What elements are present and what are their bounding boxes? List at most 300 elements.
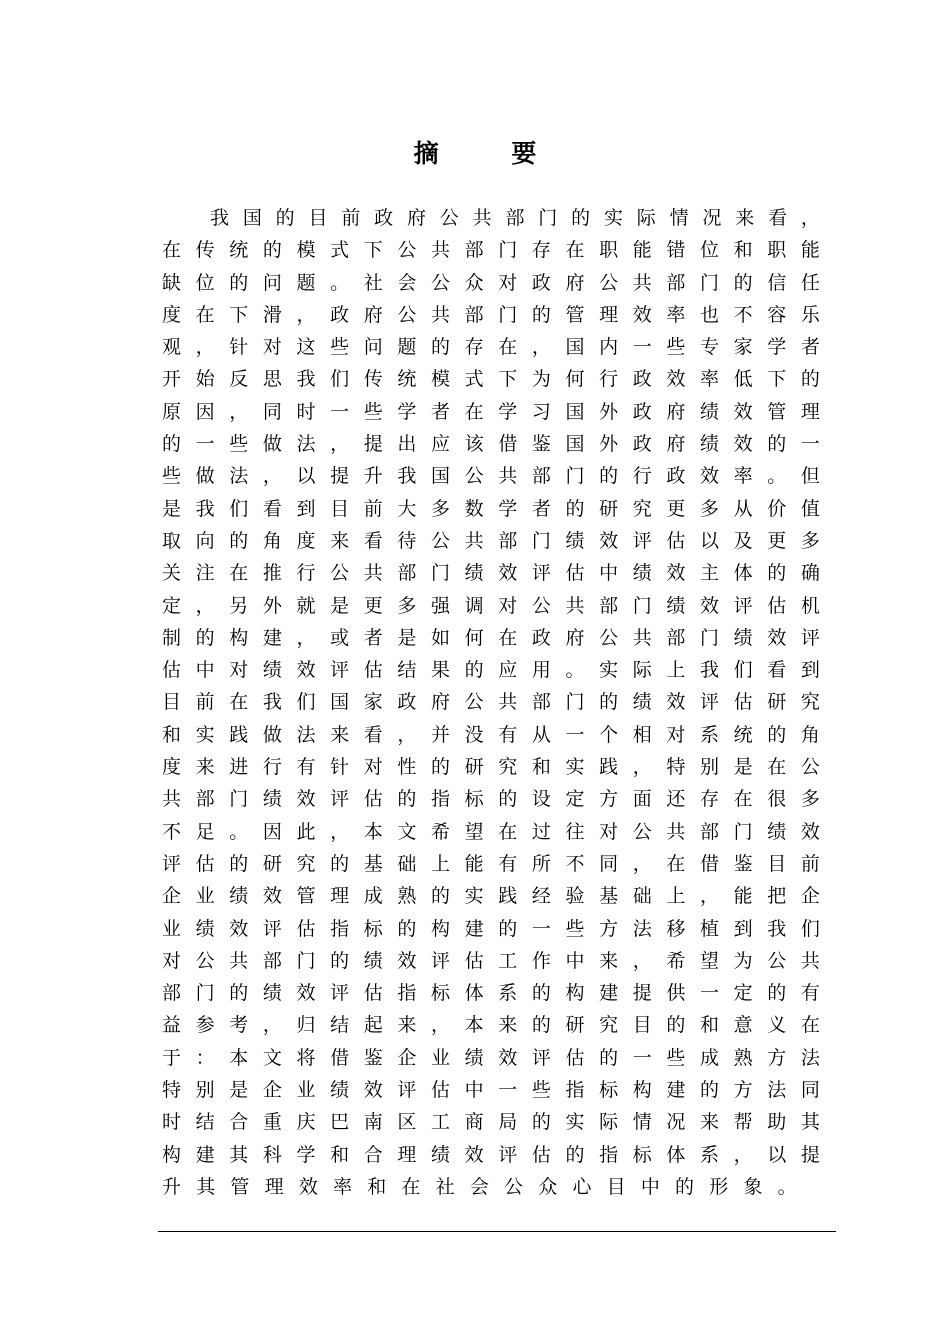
body-char: 者 bbox=[363, 626, 383, 649]
body-char: 来 bbox=[397, 1014, 417, 1037]
body-char: 效 bbox=[229, 917, 249, 940]
body-char: 多 bbox=[397, 594, 417, 617]
body-char: 部 bbox=[195, 788, 215, 811]
body-char: 时 bbox=[296, 400, 316, 423]
body-char: 取 bbox=[162, 529, 182, 552]
body-char: 在 bbox=[195, 303, 215, 326]
body-char: 研 bbox=[262, 852, 282, 875]
body-char: 学 bbox=[767, 336, 787, 359]
body-char: 这 bbox=[296, 336, 316, 359]
body-char: 有 bbox=[498, 723, 518, 746]
body-char: 合 bbox=[229, 1111, 249, 1134]
body-char: 另 bbox=[229, 594, 249, 617]
body-char: 效 bbox=[700, 594, 720, 617]
body-char: 统 bbox=[229, 239, 249, 262]
body-char: 别 bbox=[195, 1079, 215, 1102]
body-char: 来 bbox=[599, 949, 619, 972]
body-char: 实 bbox=[464, 885, 484, 908]
body-char: 我 bbox=[210, 207, 230, 229]
body-char: 结 bbox=[330, 1014, 350, 1037]
body-char: 学 bbox=[296, 1143, 316, 1166]
body-char: 方 bbox=[599, 788, 619, 811]
body-char: 来 bbox=[498, 1014, 518, 1037]
body-char: 评 bbox=[531, 1046, 551, 1069]
body-char: 实 bbox=[565, 1111, 585, 1134]
body-char: 管 bbox=[565, 303, 585, 326]
body-char: 调 bbox=[464, 594, 484, 617]
body-char: 构 bbox=[565, 982, 585, 1005]
body-char: 们 bbox=[733, 659, 753, 682]
body-char: 南 bbox=[363, 1111, 383, 1134]
body-char: 成 bbox=[363, 885, 383, 908]
body-char: 公 bbox=[330, 562, 350, 585]
body-char: 部 bbox=[464, 239, 484, 262]
body-char: 标 bbox=[632, 1143, 652, 1166]
body-char: 进 bbox=[229, 756, 249, 779]
body-char: 的 bbox=[330, 852, 350, 875]
body-char: 的 bbox=[330, 949, 350, 972]
body-char: 以 bbox=[296, 465, 316, 488]
body-text-line bbox=[162, 460, 820, 492]
body-char: 的 bbox=[800, 368, 820, 391]
body-char: 的 bbox=[498, 788, 518, 811]
body-char: 出 bbox=[397, 433, 417, 456]
body-char: 效 bbox=[363, 1079, 383, 1102]
body-char: 科 bbox=[262, 1143, 282, 1166]
body-char: 此 bbox=[296, 820, 316, 843]
body-char: 率 bbox=[733, 465, 753, 488]
body-char: 多 bbox=[800, 529, 820, 552]
body-char: 下 bbox=[498, 368, 518, 391]
body-char: 绩 bbox=[363, 949, 383, 972]
body-char: 原 bbox=[162, 400, 182, 423]
body-char: 在 bbox=[498, 820, 518, 843]
body-char: 绩 bbox=[195, 917, 215, 940]
body-char: 多 bbox=[431, 497, 451, 520]
body-char: 专 bbox=[700, 336, 720, 359]
body-char: 下 bbox=[363, 239, 383, 262]
body-char: 对 bbox=[599, 820, 619, 843]
body-char: 存 bbox=[531, 239, 551, 262]
body-char: 意 bbox=[733, 1014, 753, 1037]
body-char: 于 bbox=[162, 1046, 182, 1069]
body-char: 任 bbox=[800, 271, 820, 294]
body-char: 结 bbox=[397, 659, 417, 682]
body-char: 注 bbox=[195, 562, 215, 585]
body-char: 位 bbox=[195, 271, 215, 294]
body-char: 其 bbox=[196, 1175, 216, 1198]
body-char: 我 bbox=[262, 691, 282, 714]
body-char: 主 bbox=[700, 562, 720, 585]
body-char: ， bbox=[632, 852, 652, 875]
body-char: 绩 bbox=[464, 562, 484, 585]
body-char: 共 bbox=[363, 562, 383, 585]
body-char: 政 bbox=[632, 400, 652, 423]
body-char: 的 bbox=[229, 529, 249, 552]
body-char: 其 bbox=[800, 1111, 820, 1134]
body-char: 些 bbox=[666, 336, 686, 359]
body-char: 成 bbox=[700, 1046, 720, 1069]
body-char: 内 bbox=[599, 336, 619, 359]
body-char: 一 bbox=[565, 723, 585, 746]
body-char: 是 bbox=[229, 1079, 249, 1102]
body-char: 也 bbox=[700, 303, 720, 326]
body-char: 值 bbox=[800, 497, 820, 520]
body-text-line bbox=[162, 234, 820, 266]
body-char: 共 bbox=[565, 594, 585, 617]
body-char: 。 bbox=[767, 465, 787, 488]
body-char: 反 bbox=[229, 368, 249, 391]
body-char: 大 bbox=[397, 497, 417, 520]
body-char: 理 bbox=[599, 303, 619, 326]
body-char: 度 bbox=[162, 756, 182, 779]
body-char: 不 bbox=[733, 303, 753, 326]
body-char: 效 bbox=[298, 1175, 318, 1198]
body-char: 效 bbox=[296, 659, 316, 682]
body-char: 些 bbox=[229, 433, 249, 456]
body-char: 估 bbox=[565, 1046, 585, 1069]
body-char: 国 bbox=[565, 336, 585, 359]
body-char: 绩 bbox=[632, 691, 652, 714]
body-text-line bbox=[162, 816, 820, 848]
body-char: 效 bbox=[666, 368, 686, 391]
body-char: 。 bbox=[330, 271, 350, 294]
body-char: ， bbox=[397, 723, 417, 746]
body-char: 往 bbox=[565, 820, 585, 843]
body-text-line bbox=[162, 1009, 820, 1041]
body-char: 门 bbox=[229, 788, 249, 811]
body-char: 构 bbox=[162, 1143, 182, 1166]
body-char: 效 bbox=[666, 562, 686, 585]
body-char: 做 bbox=[262, 433, 282, 456]
body-char: 估 bbox=[296, 917, 316, 940]
body-char: 本 bbox=[464, 1014, 484, 1037]
body-char: 效 bbox=[733, 400, 753, 423]
body-char: 门 bbox=[195, 982, 215, 1005]
body-char: 会 bbox=[397, 271, 417, 294]
body-char: 的 bbox=[571, 207, 591, 229]
body-char: 目 bbox=[632, 1014, 652, 1037]
body-char: 定 bbox=[565, 788, 585, 811]
body-char: 国 bbox=[565, 433, 585, 456]
body-char: 观 bbox=[162, 336, 182, 359]
body-char: 一 bbox=[632, 1046, 652, 1069]
body-char: 部 bbox=[397, 562, 417, 585]
body-char: 建 bbox=[464, 917, 484, 940]
body-char: 多 bbox=[700, 497, 720, 520]
body-char: 政 bbox=[374, 207, 394, 229]
body-char: 绩 bbox=[229, 885, 249, 908]
body-char: 不 bbox=[162, 820, 182, 843]
body-char: 外 bbox=[599, 433, 619, 456]
body-char: 们 bbox=[229, 497, 249, 520]
body-char: 构 bbox=[632, 1079, 652, 1102]
body-char: 者 bbox=[531, 497, 551, 520]
body-char: 在 bbox=[401, 1175, 421, 1198]
body-char: 际 bbox=[599, 1111, 619, 1134]
body-char: 指 bbox=[565, 1079, 585, 1102]
body-char: 的 bbox=[700, 1079, 720, 1102]
body-char: 区 bbox=[397, 1111, 417, 1134]
body-char: 在 bbox=[229, 562, 249, 585]
body-char: 职 bbox=[767, 239, 787, 262]
body-char: 门 bbox=[733, 820, 753, 843]
body-char: 下 bbox=[229, 303, 249, 326]
body-char: 评 bbox=[262, 917, 282, 940]
body-char: 公 bbox=[504, 1175, 524, 1198]
body-char: 部 bbox=[498, 529, 518, 552]
body-char: 是 bbox=[397, 626, 417, 649]
body-char: 评 bbox=[162, 852, 182, 875]
body-char: 义 bbox=[767, 1014, 787, 1037]
body-char: 个 bbox=[599, 723, 619, 746]
body-char: 到 bbox=[296, 497, 316, 520]
body-char: 希 bbox=[431, 820, 451, 843]
body-char: 会 bbox=[469, 1175, 489, 1198]
body-char: 行 bbox=[599, 368, 619, 391]
body-text-line bbox=[162, 493, 820, 525]
body-char: 没 bbox=[464, 723, 484, 746]
body-char: 部 bbox=[666, 626, 686, 649]
body-char: ， bbox=[296, 303, 316, 326]
body-char: 公 bbox=[397, 239, 417, 262]
body-char: 家 bbox=[733, 336, 753, 359]
body-text-line bbox=[162, 719, 820, 751]
body-char: 我 bbox=[767, 917, 787, 940]
body-char: 一 bbox=[632, 336, 652, 359]
body-text-line bbox=[162, 654, 820, 686]
body-char: 的 bbox=[531, 1111, 551, 1134]
body-char: 府 bbox=[406, 207, 426, 229]
body-char: 同 bbox=[599, 852, 619, 875]
body-char: 一 bbox=[700, 982, 720, 1005]
body-char: 部 bbox=[666, 271, 686, 294]
body-char: 共 bbox=[800, 949, 820, 972]
body-char: 的 bbox=[397, 917, 417, 940]
body-char: 中 bbox=[464, 1079, 484, 1102]
body-char: 局 bbox=[498, 1111, 518, 1134]
body-char: 的 bbox=[162, 433, 182, 456]
body-char: 和 bbox=[162, 723, 182, 746]
body-char: ， bbox=[330, 820, 350, 843]
body-char: 的 bbox=[767, 433, 787, 456]
body-char: 门 bbox=[565, 691, 585, 714]
body-char: 评 bbox=[700, 691, 720, 714]
body-char: 因 bbox=[262, 820, 282, 843]
body-char: 公 bbox=[397, 303, 417, 326]
body-char: 的 bbox=[599, 465, 619, 488]
body-char: 们 bbox=[800, 917, 820, 940]
body-char: 提 bbox=[632, 982, 652, 1005]
body-char: 及 bbox=[733, 529, 753, 552]
body-char: 参 bbox=[195, 1014, 215, 1037]
body-char: 公 bbox=[599, 271, 619, 294]
body-char: 评 bbox=[800, 626, 820, 649]
body-char: 有 bbox=[498, 852, 518, 875]
body-char: 理 bbox=[330, 885, 350, 908]
body-char: 并 bbox=[431, 723, 451, 746]
body-char: 标 bbox=[431, 982, 451, 1005]
body-char: 对 bbox=[498, 271, 518, 294]
body-char: 工 bbox=[431, 1111, 451, 1134]
body-char: 始 bbox=[195, 368, 215, 391]
body-char: 管 bbox=[296, 885, 316, 908]
body-char: 助 bbox=[767, 1111, 787, 1134]
body-char: 作 bbox=[531, 949, 551, 972]
body-char: 公 bbox=[431, 271, 451, 294]
body-text-line bbox=[162, 590, 820, 622]
body-char: 情 bbox=[632, 1111, 652, 1134]
body-char: 统 bbox=[397, 368, 417, 391]
body-char: 巴 bbox=[330, 1111, 350, 1134]
body-char: 式 bbox=[464, 368, 484, 391]
body-char: 践 bbox=[229, 723, 249, 746]
body-char: ， bbox=[632, 949, 652, 972]
body-char: 企 bbox=[800, 885, 820, 908]
body-char: 究 bbox=[296, 852, 316, 875]
body-char: 文 bbox=[397, 820, 417, 843]
body-char: 共 bbox=[632, 626, 652, 649]
body-char: 经 bbox=[531, 885, 551, 908]
body-char: 。 bbox=[565, 659, 585, 682]
body-text-line bbox=[162, 686, 820, 718]
body-char: 在 bbox=[800, 1014, 820, 1037]
body-char: 和 bbox=[733, 239, 753, 262]
body-char: 熟 bbox=[733, 1046, 753, 1069]
body-char: 评 bbox=[498, 1143, 518, 1166]
body-char: 对 bbox=[229, 659, 249, 682]
body-char: 因 bbox=[195, 400, 215, 423]
body-char: 绩 bbox=[733, 626, 753, 649]
body-char: 一 bbox=[800, 433, 820, 456]
body-text-line bbox=[162, 622, 820, 654]
body-char: 指 bbox=[599, 1143, 619, 1166]
body-char: 效 bbox=[262, 885, 282, 908]
body-char: 政 bbox=[531, 271, 551, 294]
body-char: 目 bbox=[606, 1175, 626, 1198]
body-char: 估 bbox=[363, 788, 383, 811]
body-char: 上 bbox=[666, 885, 686, 908]
body-char: 式 bbox=[330, 239, 350, 262]
body-char: 法 bbox=[229, 465, 249, 488]
body-char: 我 bbox=[296, 368, 316, 391]
body-text-line bbox=[162, 1171, 820, 1203]
body-char: 以 bbox=[700, 529, 720, 552]
body-char: 些 bbox=[531, 1079, 551, 1102]
body-char: 是 bbox=[733, 756, 753, 779]
body-char: 的 bbox=[431, 336, 451, 359]
body-char: 估 bbox=[767, 594, 787, 617]
body-char: 来 bbox=[700, 1111, 720, 1134]
body-char: 绩 bbox=[431, 1143, 451, 1166]
body-char: 看 bbox=[262, 497, 282, 520]
body-char: 更 bbox=[363, 594, 383, 617]
body-char: 社 bbox=[435, 1175, 455, 1198]
body-char: 下 bbox=[767, 368, 787, 391]
body-char: 践 bbox=[599, 756, 619, 779]
body-char: 的 bbox=[498, 917, 518, 940]
body-char: 确 bbox=[800, 562, 820, 585]
body-char: 评 bbox=[330, 982, 350, 1005]
body-char: 业 bbox=[431, 1046, 451, 1069]
body-char: 公 bbox=[767, 949, 787, 972]
body-char: 题 bbox=[296, 271, 316, 294]
body-char: 还 bbox=[666, 788, 686, 811]
body-char: 中 bbox=[599, 562, 619, 585]
body-char: 题 bbox=[397, 336, 417, 359]
body-text-line bbox=[162, 331, 820, 363]
body-char: 建 bbox=[195, 1143, 215, 1166]
body-char: 问 bbox=[262, 271, 282, 294]
body-char: 中 bbox=[640, 1175, 660, 1198]
page-title: 摘 要 bbox=[413, 139, 569, 168]
body-char: 研 bbox=[464, 756, 484, 779]
body-char: 过 bbox=[531, 820, 551, 843]
body-char: 企 bbox=[162, 885, 182, 908]
body-char: 部 bbox=[505, 207, 525, 229]
body-char: 效 bbox=[397, 949, 417, 972]
body-char: 门 bbox=[700, 626, 720, 649]
body-char: 强 bbox=[431, 594, 451, 617]
body-char: 部 bbox=[700, 820, 720, 843]
body-char: 效 bbox=[632, 303, 652, 326]
body-text-line bbox=[162, 557, 820, 589]
body-char: 国 bbox=[330, 691, 350, 714]
body-text-line bbox=[162, 267, 820, 299]
body-char: 绩 bbox=[767, 820, 787, 843]
body-char: 外 bbox=[262, 594, 282, 617]
body-char: 借 bbox=[700, 852, 720, 875]
body-char: 错 bbox=[666, 239, 686, 262]
body-char: 庆 bbox=[296, 1111, 316, 1134]
body-char: 滑 bbox=[262, 303, 282, 326]
body-char: 开 bbox=[162, 368, 182, 391]
body-char: 业 bbox=[296, 1079, 316, 1102]
body-char: 考 bbox=[229, 1014, 249, 1037]
body-text-line bbox=[162, 525, 820, 557]
body-char: 数 bbox=[464, 497, 484, 520]
body-char: 效 bbox=[296, 982, 316, 1005]
body-char: 来 bbox=[330, 723, 350, 746]
body-char: 的 bbox=[195, 626, 215, 649]
body-char: 绩 bbox=[565, 529, 585, 552]
body-char: 绩 bbox=[464, 1046, 484, 1069]
body-char: 做 bbox=[195, 465, 215, 488]
body-char: 部 bbox=[599, 594, 619, 617]
body-char: 业 bbox=[162, 917, 182, 940]
body-char: 门 bbox=[565, 465, 585, 488]
body-text-line bbox=[162, 202, 820, 234]
body-char: ， bbox=[262, 465, 282, 488]
body-char: 多 bbox=[800, 788, 820, 811]
body-char: 评 bbox=[733, 594, 753, 617]
body-char: 的 bbox=[599, 691, 619, 714]
body-char: 研 bbox=[599, 497, 619, 520]
body-char: 能 bbox=[464, 852, 484, 875]
body-char: 我 bbox=[700, 659, 720, 682]
body-char: 验 bbox=[565, 885, 585, 908]
body-char: 指 bbox=[397, 982, 417, 1005]
body-char: 的 bbox=[531, 303, 551, 326]
body-char: 国 bbox=[431, 465, 451, 488]
body-char: 共 bbox=[472, 207, 492, 229]
body-char: 效 bbox=[800, 820, 820, 843]
body-char: 我 bbox=[397, 465, 417, 488]
body-char: 理 bbox=[397, 1143, 417, 1166]
body-char: 理 bbox=[264, 1175, 284, 1198]
body-char: 究 bbox=[632, 497, 652, 520]
body-char: 帮 bbox=[733, 1111, 753, 1134]
